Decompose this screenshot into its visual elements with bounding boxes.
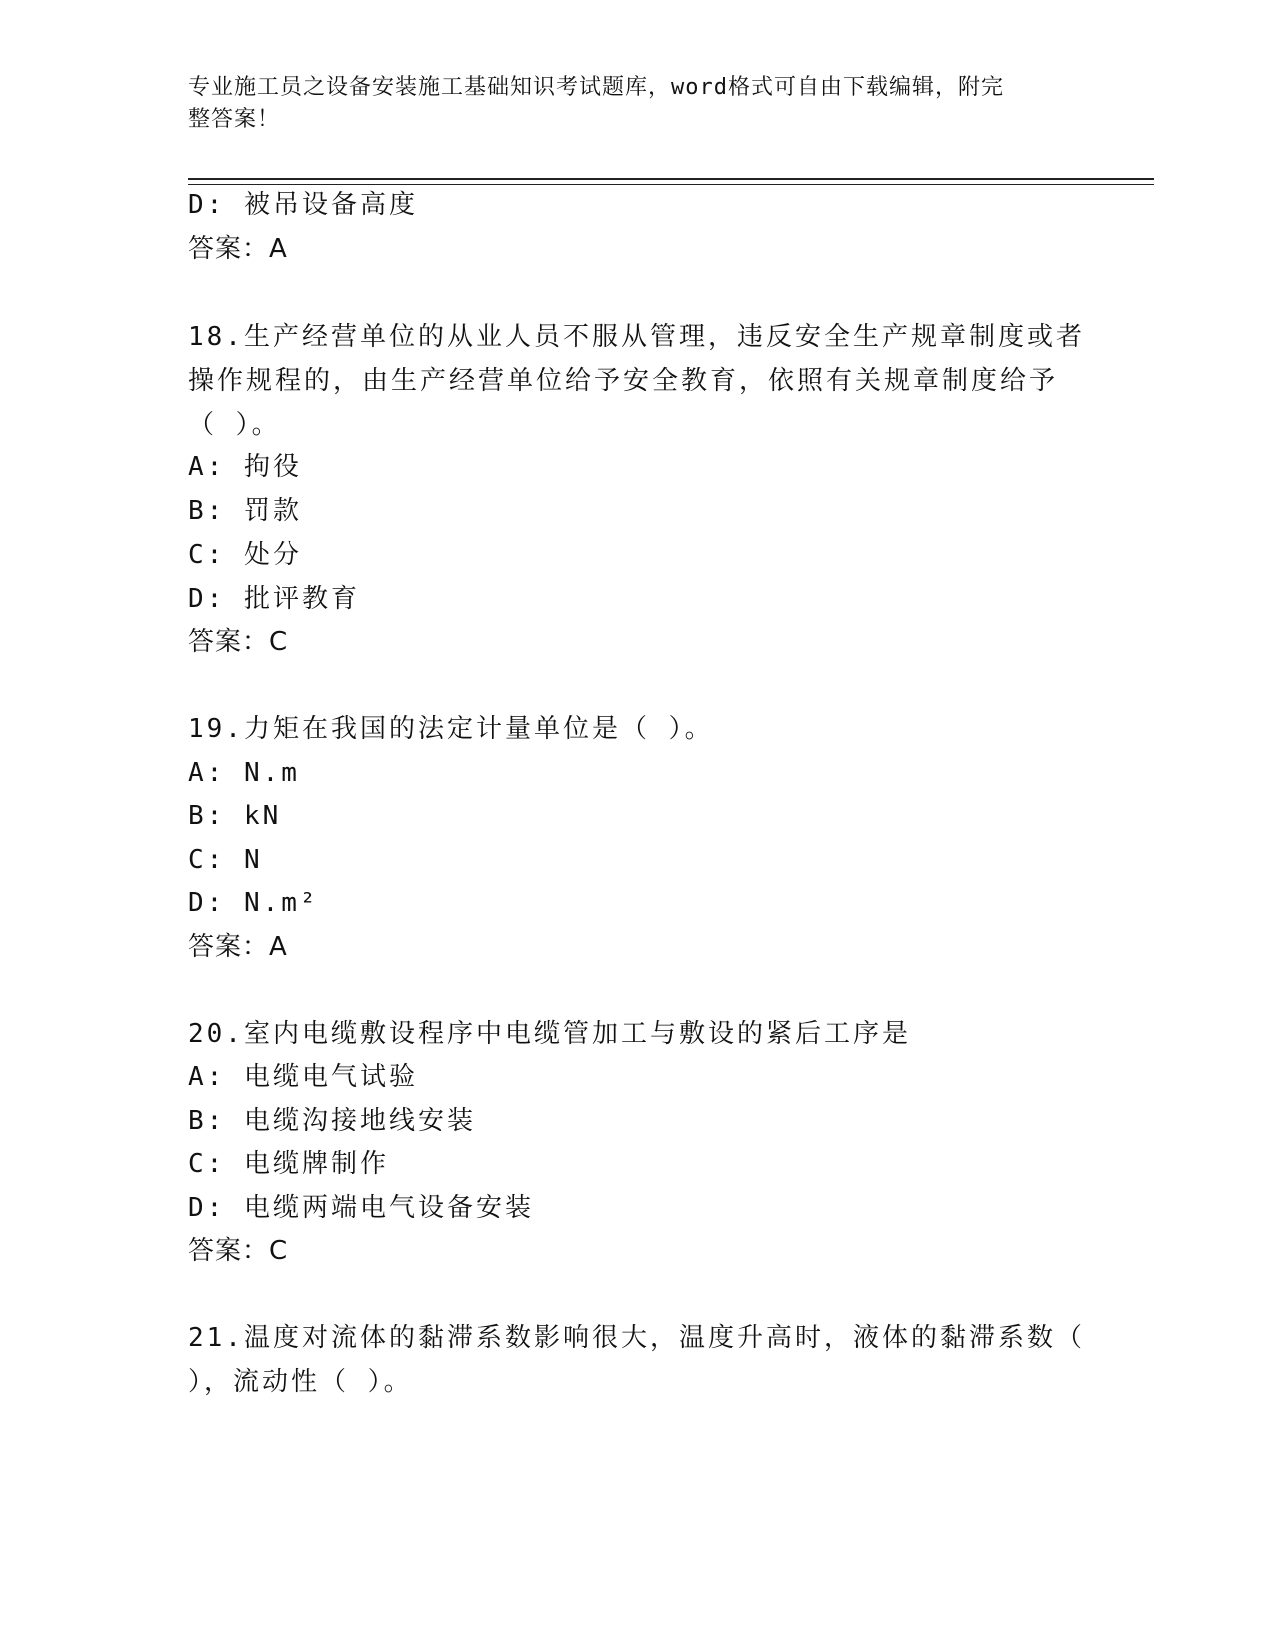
page-header xyxy=(188,72,1068,136)
option-19-d: D: N.m² xyxy=(188,888,319,918)
option-18-c: C: 处分 xyxy=(188,540,302,570)
option-17-d: D: 被吊设备高度 xyxy=(188,190,418,220)
option-20-b: B: 电缆沟接地线安装 xyxy=(188,1106,476,1136)
answer-20: 答案：C xyxy=(188,1236,289,1266)
option-18-a: A: 拘役 xyxy=(188,452,302,482)
header-line-2: 整答案！ xyxy=(188,107,281,132)
answer-17: 答案：A xyxy=(188,234,288,264)
option-19-c: C: N xyxy=(188,845,263,875)
option-20-a: A: 电缆电气试验 xyxy=(188,1062,418,1092)
question-19: 19.力矩在我国的法定计量单位是（ ）。 xyxy=(188,714,714,744)
header-line-1: 专业施工员之设备安装施工基础知识考试题库，word格式可自由下载编辑，附完 xyxy=(188,75,1004,100)
question-20: 20.室内电缆敷设程序中电缆管加工与敷设的紧后工序是 xyxy=(188,1019,911,1049)
option-20-c: C: 电缆牌制作 xyxy=(188,1149,389,1179)
question-18-line-1: 18.生产经营单位的从业人员不服从管理，违反安全生产规章制度或者 xyxy=(188,322,1085,352)
answer-18: 答案：C xyxy=(188,627,289,657)
question-21-line-1: 21.温度对流体的黏滞系数影响很大，温度升高时，液体的黏滞系数（ xyxy=(188,1323,1085,1353)
header-rule-thin xyxy=(188,184,1154,185)
header-rule-thick xyxy=(188,178,1154,180)
option-18-b: B: 罚款 xyxy=(188,496,302,526)
question-18-line-2: 操作规程的，由生产经营单位给予安全教育，依照有关规章制度给予 xyxy=(188,366,1059,396)
option-19-b: B: kN xyxy=(188,801,282,831)
question-21-line-2: ），流动性（ ）。 xyxy=(188,1367,413,1397)
option-19-a: A: N.m xyxy=(188,758,300,788)
question-18-line-3: （ ）。 xyxy=(188,410,281,440)
answer-19: 答案：A xyxy=(188,932,288,962)
option-18-d: D: 批评教育 xyxy=(188,584,360,614)
option-20-d: D: 电缆两端电气设备安装 xyxy=(188,1193,534,1223)
